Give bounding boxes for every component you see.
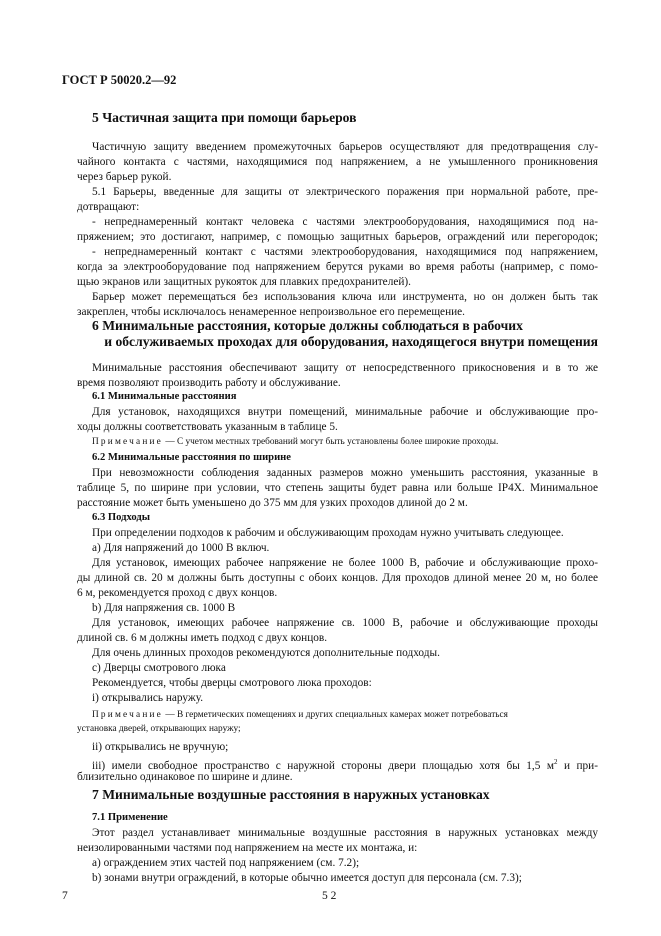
subsection-6-3-title: 6.3 Подходы <box>92 512 150 523</box>
text-line: 5.1 Барьеры, введенные для защиты от электрического поражения при нормальной работе, пре- <box>92 186 598 198</box>
text-line: с) Дверцы смотрового люка <box>92 662 226 674</box>
section-5-paragraph-2 <box>77 185 598 320</box>
text-line: пряжением; это достигают, например, с помощью защитных барьеров, ограждений или перегородок; <box>77 231 598 243</box>
note-2 <box>92 710 508 720</box>
text-line: - непреднамеренный контакт с частями электрооборудования, находящимися под напряжением, <box>92 246 598 258</box>
text-line <box>77 755 598 770</box>
text-line: Этот раздел устанавливает минимальные воздушные расстояния в наружных установках между <box>92 827 598 839</box>
text-line: При определении подходов к рабочим и обслуживающим проходам нужно учитывать следующее. <box>92 527 564 539</box>
subsection-6-3-body <box>77 526 598 706</box>
text-line: когда за электрооборудование под напряжением берутся руками во время работы (например, с помо- <box>77 261 598 273</box>
text-line: близительно одинаковое по ширине и длине. <box>77 771 293 783</box>
text-line: Минимальные расстояния обеспечивают защиту от непосредственного прикосновения и в то же <box>92 362 598 374</box>
note-2-continuation: установка дверей, открывающих наружу; <box>77 724 241 734</box>
text-line: ходы должны соответствовать указанным в таблице 5. <box>77 421 338 433</box>
superscript: 2 <box>554 758 558 766</box>
subsection-6-1-text <box>77 405 598 435</box>
text-line: Барьер может перемещаться без использования ключа или инструмента, но он должен быть так <box>92 291 598 303</box>
text-line: ды длиной св. 20 м должны быть доступны с обоих концов. Для проходов длиной менее 20 м, но более <box>77 572 598 584</box>
text-line: время позволяют производить работу и обслуживание. <box>77 377 341 389</box>
section-6-title-line-2: и обслуживаемых проходах для оборудования, находящегося внутри помещения <box>104 334 598 349</box>
text-line: 6 м, рекомендуется проход с двух концов. <box>77 587 278 599</box>
text-line: b) зонами внутри ограждений, в которые обычно имеется доступ для персонала (см. 7.3); <box>92 872 522 884</box>
text-line: через барьер рукой. <box>77 171 172 183</box>
text-line: Частичную защиту введением промежуточных барьеров осуществляют для предотвращения слу- <box>92 141 598 153</box>
note-label: Примечание <box>92 710 163 720</box>
text-line: - непреднамеренный контакт человека с частями электрооборудования, находящимися под на- <box>92 216 598 228</box>
text-fragment: iii) имели свободное пространство с наружной стороны двери площадью хотя бы 1,5 м <box>92 759 554 772</box>
page-number-center: 5 2 <box>322 890 337 902</box>
text-line: Для очень длинных проходов рекомендуются дополнительные подходы. <box>92 647 440 659</box>
section-5-title: 5 Частичная защита при помощи барьеров <box>92 110 357 125</box>
text-line: таблице 5, по ширине при условии, что степень защиты будет равна или больше IP4X. Минимальное <box>77 482 598 494</box>
note-text: — В герметических помещениях и других специальных камерах может потребоваться <box>165 710 508 720</box>
subsection-7-1-title: 7.1 Применение <box>92 812 168 823</box>
note-label: Примечание <box>92 437 163 447</box>
note-text: — С учетом местных требований могут быть установлены более широкие проходы. <box>165 437 499 447</box>
text-line: Для установок, имеющих рабочее напряжение св. 1000 В, рабочие и обслуживающие проходы <box>92 617 598 629</box>
subsection-6-2-text <box>77 466 598 511</box>
text-line: Для установок, имеющих рабочее напряжение не более 1000 В, рабочие и обслуживающие прохо- <box>92 557 598 569</box>
subsection-7-1-text <box>77 826 598 886</box>
text-fragment: и при- <box>557 759 598 772</box>
text-line: закреплен, чтобы исключалось ненамеренное непроизвольное его перемещение. <box>77 306 465 318</box>
subsection-6-2-title: 6.2 Минимальные расстояния по ширине <box>92 452 291 463</box>
text-line: При невозможности соблюдения заданных размеров можно уменьшить расстояния, указанные в <box>92 467 598 479</box>
subsection-6-1-title: 6.1 Минимальные расстояния <box>92 391 237 402</box>
text-line: b) Для напряжения св. 1000 В <box>92 602 236 614</box>
section-6-title-line-1: 6 Минимальные расстояния, которые должны соблюдаться в рабочих <box>92 318 523 333</box>
note-1 <box>92 437 498 447</box>
page-number-left: 7 <box>62 890 68 902</box>
text-line: щью экранов или защитных рукояток для плавких предохранителей). <box>77 276 411 288</box>
text-line: а) ограждением этих частей под напряжением (см. 7.2); <box>92 857 360 869</box>
text-line: чайного контакта с частями, находящимися под напряжением, а не умышленного проникновения <box>77 156 598 168</box>
subsection-6-3-doors <box>77 740 598 785</box>
section-5-paragraph-1 <box>77 140 598 185</box>
text-line: а) Для напряжений до 1000 В включ. <box>92 542 270 554</box>
text-line: Рекомендуется, чтобы дверцы смотрового люка проходов: <box>92 677 372 689</box>
section-6-intro <box>77 361 598 391</box>
text-line: неизолированными частями под напряжением на месте их монтажа, и: <box>77 842 418 854</box>
text-line: расстояние может быть уменьшено до 375 мм для узких проходов длиной до 2 м. <box>77 497 468 509</box>
text-line: дотвращают: <box>77 201 140 213</box>
text-line: длиной св. 6 м должны иметь подход с двух концов. <box>77 632 328 644</box>
text-line: Для установок, находящихся внутри помещений, минимальные рабочие и обслуживающие про- <box>92 406 598 418</box>
text-line: i) открывались наружу. <box>92 692 204 704</box>
document-header: ГОСТ Р 50020.2—92 <box>62 73 177 87</box>
section-7-title: 7 Минимальные воздушные расстояния в наружных установках <box>92 787 490 802</box>
text-line: ii) открывались не вручную; <box>92 741 229 753</box>
